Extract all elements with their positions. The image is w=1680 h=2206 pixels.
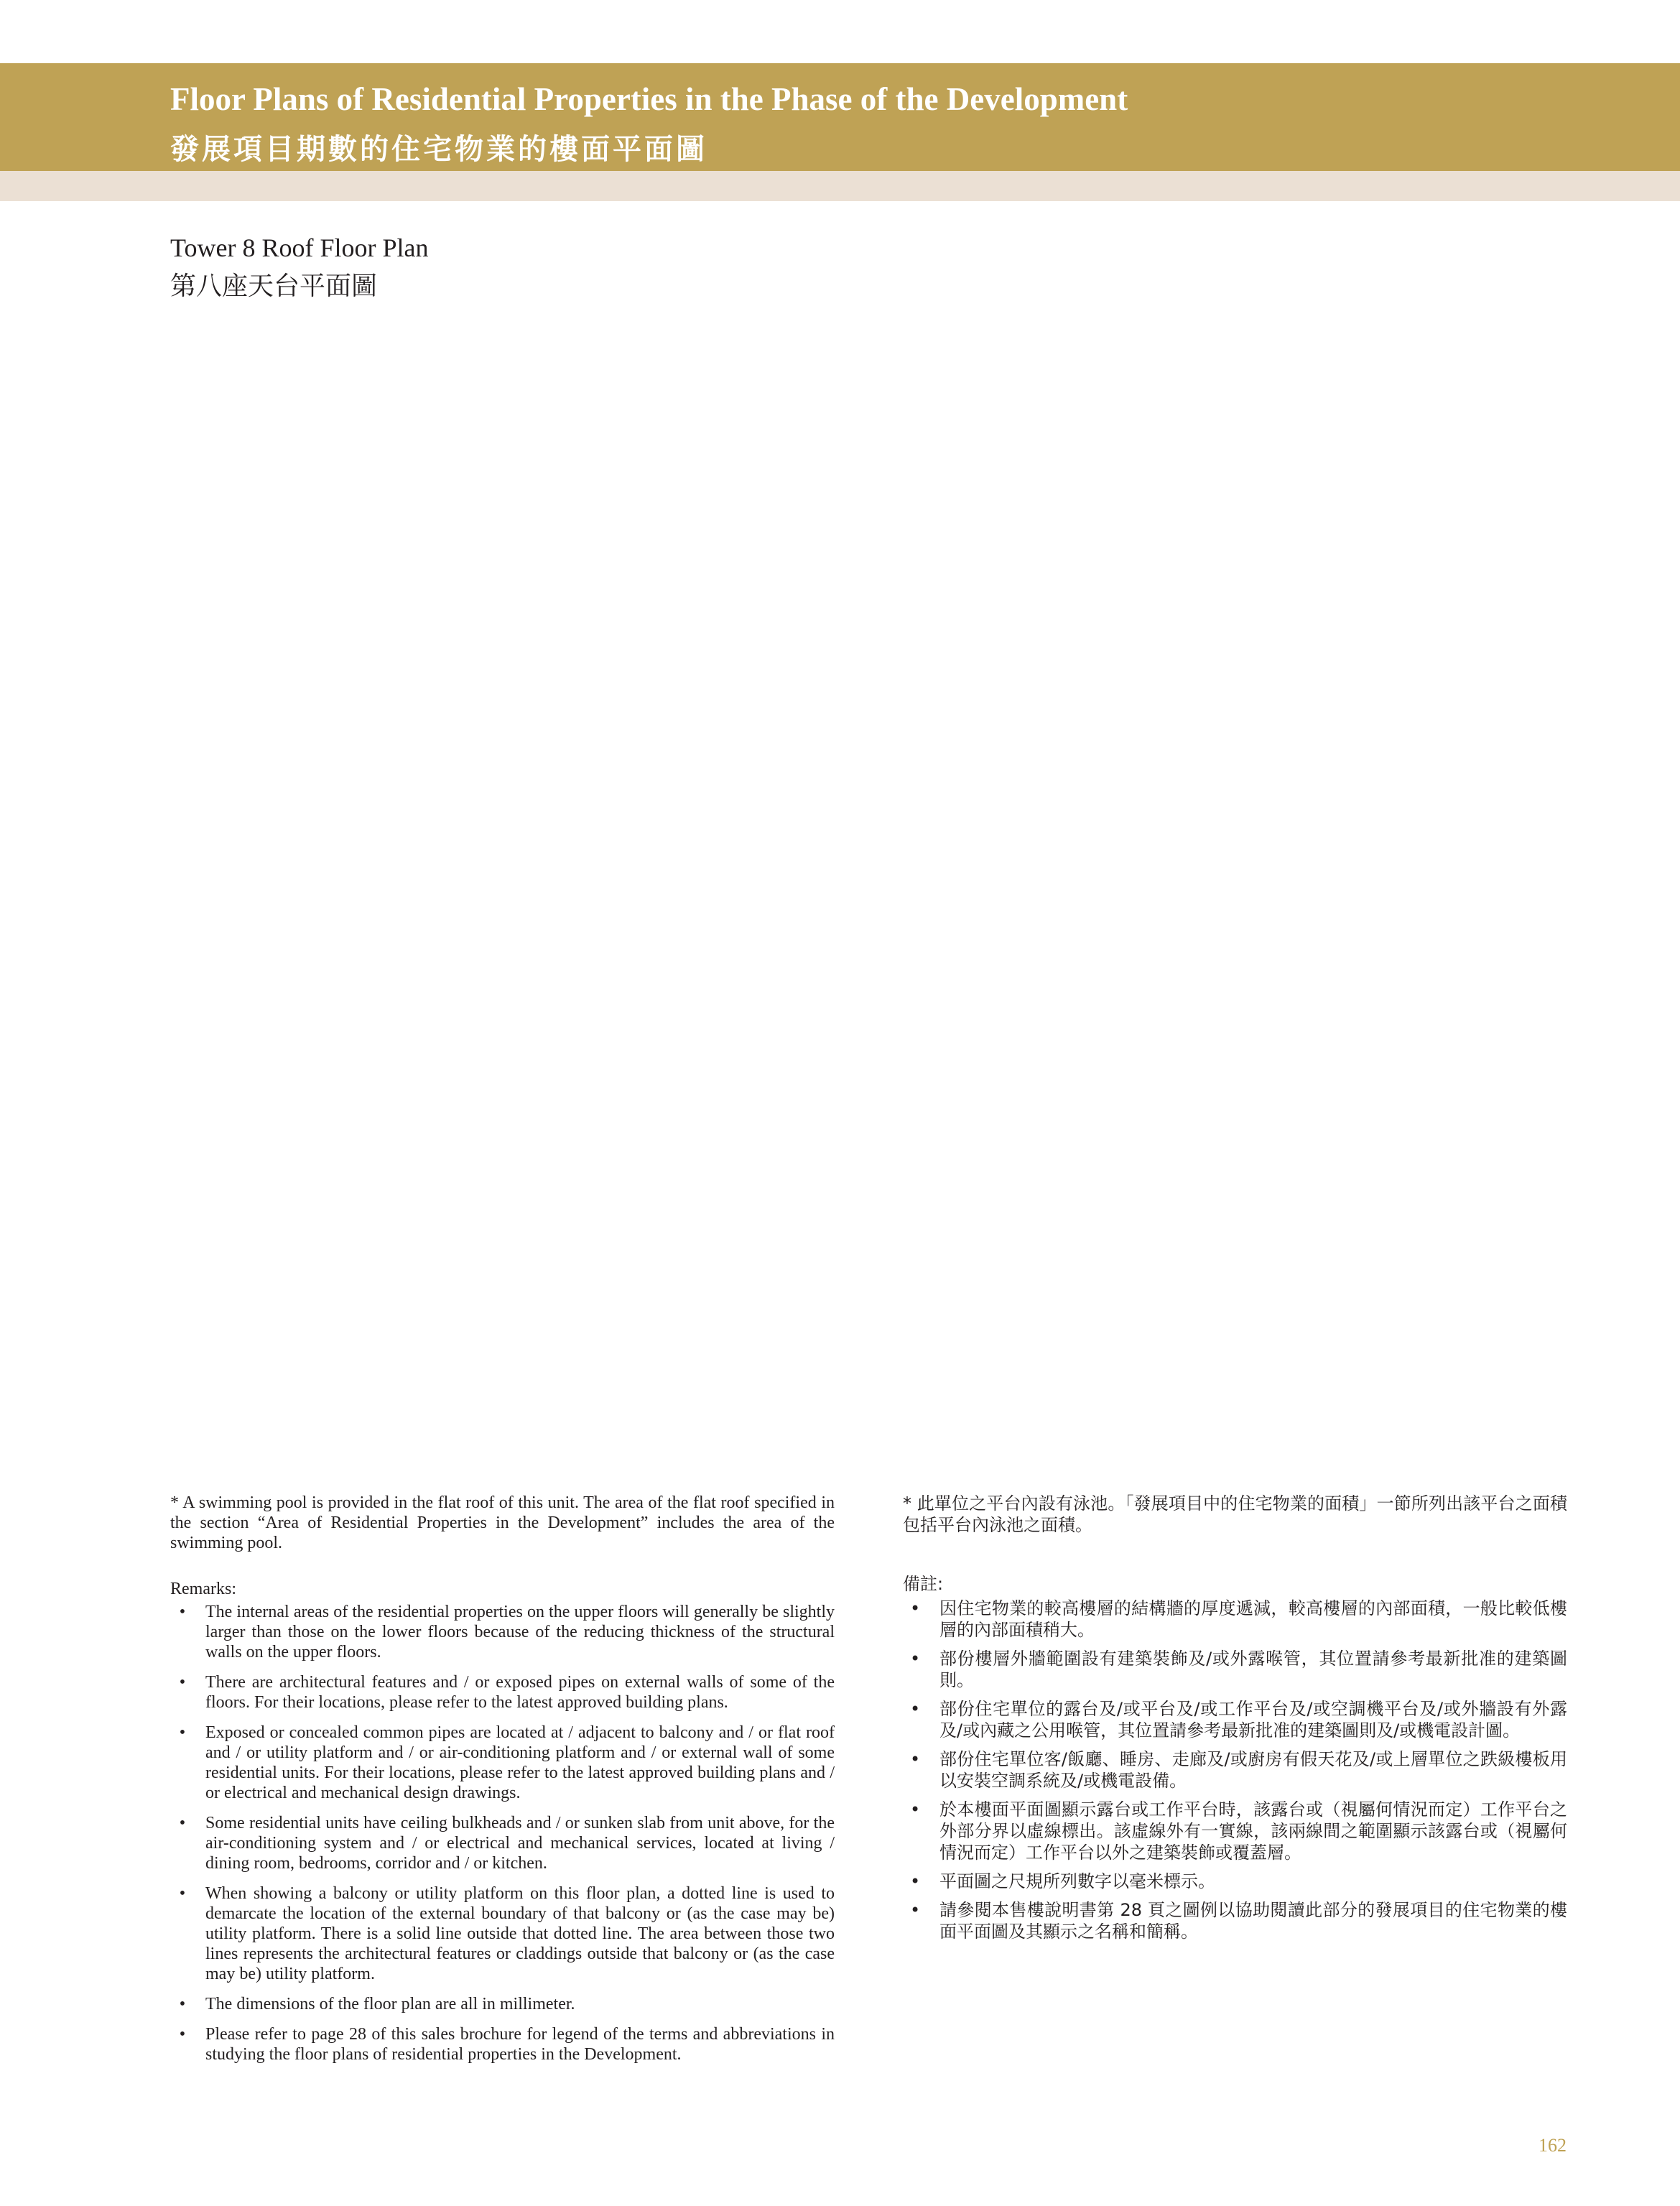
bullet-icon: • bbox=[179, 1995, 186, 2013]
header-strip bbox=[0, 171, 1680, 201]
list-item: • 部份樓層外牆範圍設有建築裝飾及/或外露喉管，其位置請參考最新批准的建築圖則。 bbox=[910, 1649, 1567, 1690]
notes-column-zh bbox=[903, 1493, 1567, 1950]
list-item: • 於本樓面平面圖顯示露台或工作平台時，該露台或（視屬何情況而定）工作平台之外部分界以虛線標出。該虛線外有一實線，該兩線間之範圍顯示該露台或（視屬何情況而定）工作平台以外之建築裝飾或覆蓋層。 bbox=[910, 1799, 1567, 1863]
section-title-en: Floor Plans of Residential Properties in the Phase of the Development bbox=[170, 81, 1128, 117]
bullet-icon: • bbox=[179, 1603, 186, 1621]
bullet-icon: • bbox=[179, 1673, 186, 1692]
bullet-icon: • bbox=[910, 1871, 921, 1891]
list-item: • The dimensions of the floor plan are all in millimeter. bbox=[170, 1994, 835, 2014]
pool-note-en: * A swimming pool is provided in the flat roof of this unit. The area of the flat roof specified in the section “Area of Residential Properties in the Development” includes the area of the swimming pool. bbox=[170, 1493, 835, 1552]
list-item: • 部份住宅單位的露台及/或平台及/或工作平台及/或空調機平台及/或外牆設有外露及/或內藏之公用喉管，其位置請參考最新批准的建築圖則及/或機電設計圖。 bbox=[910, 1699, 1567, 1741]
remarks-list-en bbox=[170, 1602, 835, 2064]
list-item: • 部份住宅單位客/飯廳、睡房、走廊及/或廚房有假天花及/或上層單位之跌級樓板用以安裝空調系統及/或機電設備。 bbox=[910, 1749, 1567, 1791]
bullet-icon: • bbox=[179, 1884, 186, 1903]
bullet-icon: • bbox=[179, 2025, 186, 2044]
bullet-icon: • bbox=[179, 1723, 186, 1742]
list-item: • Exposed or concealed common pipes are located at / adjacent to balcony and / or flat roof and / or utility platform and / or air-conditioning platform and / or external wall of some residential units. For their locations, please refer to the latest approved building plans and / or electrical and mechanical design drawings. bbox=[170, 1723, 835, 1803]
list-item: • There are architectural features and / or exposed pipes on external walls of some of the floors. For their locations, please refer to the latest approved building plans. bbox=[170, 1672, 835, 1713]
list-item: • Some residential units have ceiling bulkheads and / or sunken slab from unit above, for the air-conditioning system and / or electrical and mechanical services, located at living / dining room, bedrooms, corridor and / or kitchen. bbox=[170, 1813, 835, 1873]
bullet-icon: • bbox=[910, 1598, 921, 1618]
remarks-heading-zh: 備註: bbox=[903, 1574, 944, 1594]
bullet-icon: • bbox=[910, 1749, 921, 1769]
notes-column-en bbox=[170, 1493, 835, 2075]
list-item: • When showing a balcony or utility platform on this floor plan, a dotted line is used to demarcate the location of the external boundary of that balcony or (as the case may be) utility platform. There is a solid line outside that dotted line. The area between those two lines represents the architectural features or claddings outside that balcony or (as the case may be) utility platform. bbox=[170, 1883, 835, 1984]
floor-plan-title-zh: 第八座天台平面圖 bbox=[170, 272, 378, 301]
bullet-icon: • bbox=[910, 1649, 921, 1669]
pool-note-zh: * 此單位之平台內設有泳池。「發展項目中的住宅物業的面積」一節所列出該平台之面積包括平台內泳池之面積。 bbox=[903, 1493, 1567, 1535]
page-number: 162 bbox=[1539, 2135, 1567, 2156]
bullet-icon: • bbox=[179, 1814, 186, 1832]
list-item: • 因住宅物業的較高樓層的結構牆的厚度遞減，較高樓層的內部面積，一般比較低樓層的內部面積稍大。 bbox=[910, 1598, 1567, 1640]
list-item: • Please refer to page 28 of this sales brochure for legend of the terms and abbreviations in studying the floor plans of residential properties in the Development. bbox=[170, 2024, 835, 2064]
floor-plan-title-en: Tower 8 Roof Floor Plan bbox=[170, 233, 429, 262]
remarks-list-zh bbox=[903, 1598, 1567, 1942]
bullet-icon: • bbox=[910, 1699, 921, 1719]
list-item: • 請參閱本售樓說明書第 28 頁之圖例以協助閱讀此部分的發展項目的住宅物業的樓面平面圖及其顯示之名稱和簡稱。 bbox=[910, 1900, 1567, 1942]
list-item: • The internal areas of the residential properties on the upper floors will generally be slightly larger than those on the lower floors because of the reducing thickness of the structural walls on the upper floors. bbox=[170, 1602, 835, 1662]
section-title-zh: 發展項目期數的住宅物業的樓面平面圖 bbox=[170, 133, 707, 166]
bullet-icon: • bbox=[910, 1799, 921, 1820]
remarks-heading-en: Remarks: bbox=[170, 1580, 236, 1598]
list-item: • 平面圖之尺規所列數字以毫米標示。 bbox=[910, 1871, 1215, 1891]
bullet-icon: • bbox=[910, 1900, 921, 1920]
